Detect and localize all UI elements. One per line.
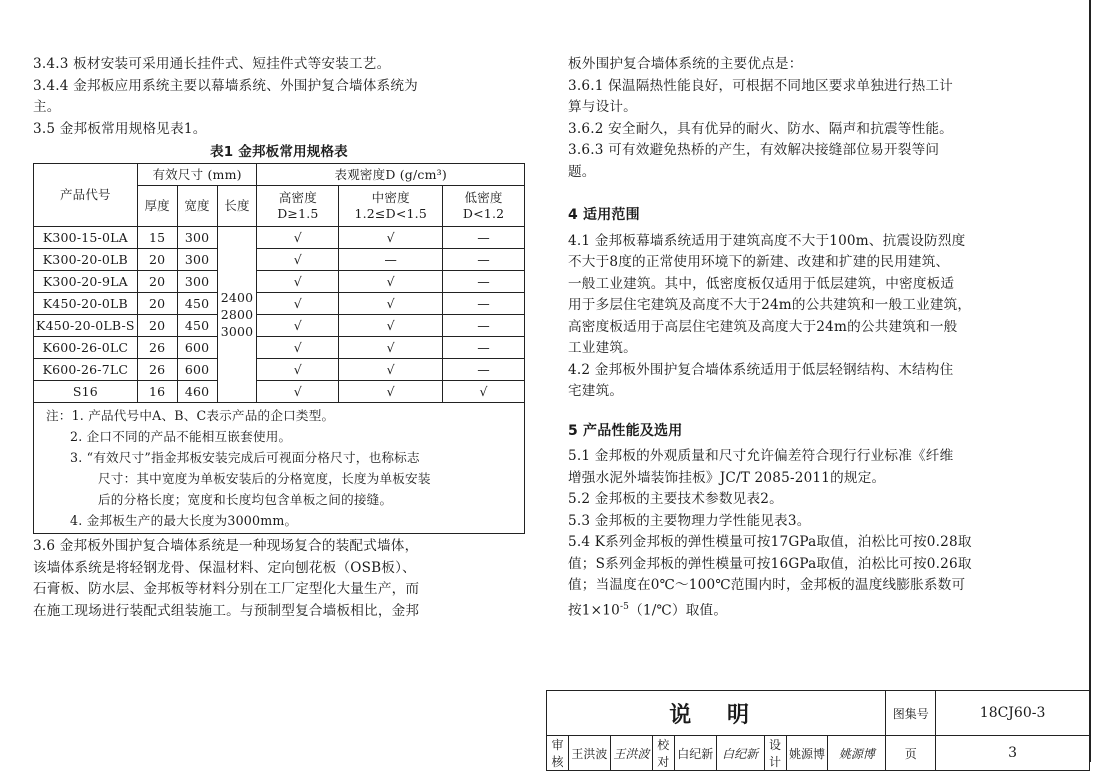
paragraph-5-4-last-line bbox=[568, 597, 1068, 622]
cell-width: 300 bbox=[177, 271, 217, 293]
cell-mid: √ bbox=[339, 359, 443, 381]
cell-high: √ bbox=[257, 271, 339, 293]
cell-width: 450 bbox=[177, 293, 217, 315]
title-block-table bbox=[546, 690, 1090, 771]
table-row bbox=[34, 293, 525, 315]
paragraph-3-4-3: 3.4.3 板材安装可采用通长挂件式、短挂件式等安装工艺。 bbox=[33, 56, 391, 72]
header-mid-density: 中密度 1.2≤D<1.5 bbox=[339, 186, 443, 227]
table-row bbox=[34, 227, 525, 249]
paragraph-3-6-1: 3.6.1 保温隔热性能良好，可根据不同地区要求单独进行热工计 算与设计。 bbox=[568, 77, 953, 115]
cell-mid: √ bbox=[339, 271, 443, 293]
atlas-number: 18CJ60-3 bbox=[936, 691, 1090, 736]
cell-low: √ bbox=[443, 381, 525, 403]
table-caption: 表1 金邦板常用规格表 bbox=[210, 144, 348, 160]
title-block bbox=[546, 690, 1090, 769]
cell-low: — bbox=[443, 315, 525, 337]
table-row bbox=[34, 249, 525, 271]
note-3-line-2: 尺寸：其中宽度为单板安装后的分格宽度，长度为单板安装 bbox=[98, 471, 431, 486]
paragraph-3-6-continued: 板外围护复合墙体系统的主要优点是： bbox=[568, 56, 803, 72]
cell-low: — bbox=[443, 227, 525, 249]
formula-base: 按1×10 bbox=[568, 602, 620, 619]
cell-code: K600-26-0LC bbox=[34, 337, 138, 359]
review-label: 审核 bbox=[547, 736, 569, 771]
drawing-title: 说 明 bbox=[547, 691, 886, 736]
header-length: 长度 bbox=[217, 186, 257, 227]
checker-signature: 白纪新 bbox=[716, 736, 764, 771]
paragraph-3-6: 3.6 金邦板外围护复合墙体系统是一种现场复合的装配式墙体， 该墙体系统是将轻钢龙骨、保温材料、定向刨花板（OSB板）、 石膏板、防水层、金邦板等材料分别在工厂定型化大量生产，而 在施工现场进行装配式组装施工。与预制型复合墙板相比，金邦 bbox=[33, 538, 420, 619]
paragraph-5-4: 5.4 K系列金邦板的弹性模量可按17GPa取值，泊松比可按0.28取 值；S系列金邦板的弹性模量可按16GPa取值，泊松比可按0.26取 值；当温度在0℃～100℃范围内时，金邦板的温度线膨胀系数可 bbox=[568, 534, 972, 593]
table-row bbox=[34, 359, 525, 381]
cell-width: 600 bbox=[177, 337, 217, 359]
cell-width: 300 bbox=[177, 227, 217, 249]
formula-rest: （1/℃）取值。 bbox=[629, 602, 728, 619]
note-3-line-1: 3. “有效尺寸”指金邦板安装完成后可视面分格尺寸，也称标志 bbox=[70, 450, 420, 465]
table-row bbox=[34, 381, 525, 403]
table-row bbox=[34, 271, 525, 293]
atlas-number-label: 图集号 bbox=[886, 691, 936, 736]
cell-thickness: 20 bbox=[137, 315, 177, 337]
header-effective-size: 有效尺寸 (mm) bbox=[137, 164, 257, 186]
cell-length-merged: 2400 2800 3000 bbox=[217, 227, 257, 403]
cell-code: K600-26-7LC bbox=[34, 359, 138, 381]
cell-high: √ bbox=[257, 249, 339, 271]
cell-code: K300-20-9LA bbox=[34, 271, 138, 293]
header-width: 宽度 bbox=[177, 186, 217, 227]
design-label: 设计 bbox=[764, 736, 786, 771]
cell-code: K300-20-0LB bbox=[34, 249, 138, 271]
section-4-heading: 4 适用范围 bbox=[568, 207, 640, 223]
page-number: 3 bbox=[936, 736, 1090, 771]
cell-high: √ bbox=[257, 359, 339, 381]
cell-high: √ bbox=[257, 337, 339, 359]
note-3 bbox=[34, 447, 524, 510]
cell-high: √ bbox=[257, 293, 339, 315]
header-product-code: 产品代号 bbox=[34, 164, 138, 227]
reviewer-name: 王洪波 bbox=[568, 736, 610, 771]
cell-mid: — bbox=[339, 249, 443, 271]
cell-thickness: 16 bbox=[137, 381, 177, 403]
table-row bbox=[34, 337, 525, 359]
header-low-density: 低密度 D<1.2 bbox=[443, 186, 525, 227]
cell-thickness: 26 bbox=[137, 337, 177, 359]
note-3-line-3: 后的分格长度；宽度和长度均包含单板之间的接缝。 bbox=[98, 492, 393, 507]
header-high-density: 高密度 D≥1.5 bbox=[257, 186, 339, 227]
header-density: 表观密度D (g/cm³) bbox=[257, 164, 525, 186]
designer-signature: 姚源博 bbox=[828, 736, 886, 771]
table-row bbox=[34, 315, 525, 337]
cell-code: S16 bbox=[34, 381, 138, 403]
formula-exponent: -5 bbox=[619, 601, 630, 612]
cell-high: √ bbox=[257, 381, 339, 403]
cell-low: — bbox=[443, 271, 525, 293]
cell-mid: √ bbox=[339, 227, 443, 249]
cell-high: √ bbox=[257, 315, 339, 337]
cell-thickness: 20 bbox=[137, 271, 177, 293]
cell-thickness: 26 bbox=[137, 359, 177, 381]
cell-thickness: 20 bbox=[137, 293, 177, 315]
cell-low: — bbox=[443, 249, 525, 271]
cell-code: K450-20-0LB bbox=[34, 293, 138, 315]
paragraph-5-3: 5.3 金邦板的主要物理力学性能见表3。 bbox=[568, 512, 811, 529]
paragraph-4-2: 4.2 金邦板外围护复合墙体系统适用于低层轻钢结构、木结构住 宅建筑。 bbox=[568, 361, 954, 399]
page-label: 页 bbox=[886, 736, 936, 771]
note-1: 注：1. 产品代号中A、B、C表示产品的企口类型。 bbox=[46, 408, 335, 423]
cell-width: 450 bbox=[177, 315, 217, 337]
table-notes bbox=[33, 403, 525, 534]
check-label: 校对 bbox=[652, 736, 674, 771]
cell-width: 460 bbox=[177, 381, 217, 403]
paragraph-5-1: 5.1 金邦板的外观质量和尺寸允许偏差符合现行行业标准《纤维 增强水泥外墙装饰挂板》JC/T 2085-2011的规定。 bbox=[568, 448, 954, 486]
paragraph-3-5: 3.5 金邦板常用规格见表1。 bbox=[33, 120, 207, 137]
cell-mid: √ bbox=[339, 381, 443, 403]
section-5-heading: 5 产品性能及选用 bbox=[568, 422, 683, 439]
cell-width: 300 bbox=[177, 249, 217, 271]
note-2: 2. 企口不同的产品不能相互嵌套使用。 bbox=[70, 429, 292, 444]
checker-name: 白纪新 bbox=[674, 736, 716, 771]
cell-low: — bbox=[443, 359, 525, 381]
spec-table bbox=[33, 163, 525, 403]
cell-mid: √ bbox=[339, 293, 443, 315]
header-thickness: 厚度 bbox=[137, 186, 177, 227]
cell-thickness: 15 bbox=[137, 227, 177, 249]
cell-width: 600 bbox=[177, 359, 217, 381]
page-frame-right-border bbox=[1089, 0, 1091, 762]
paragraph-3-6-3: 3.6.3 可有效避免热桥的产生，有效解决接缝部位易开裂等问 题。 bbox=[568, 142, 940, 180]
note-4: 4. 金邦板生产的最大长度为3000mm。 bbox=[70, 513, 298, 528]
right-column bbox=[568, 54, 1068, 622]
cell-mid: √ bbox=[339, 315, 443, 337]
cell-low: — bbox=[443, 337, 525, 359]
cell-code: K300-15-0LA bbox=[34, 227, 138, 249]
left-column bbox=[33, 54, 525, 622]
cell-mid: √ bbox=[339, 337, 443, 359]
cell-low: — bbox=[443, 293, 525, 315]
paragraph-3-6-2: 3.6.2 安全耐久，具有优异的耐火、防水、隔声和抗震等性能。 bbox=[568, 120, 953, 137]
cell-code: K450-20-0LB-S bbox=[34, 315, 138, 337]
designer-name: 姚源博 bbox=[786, 736, 828, 771]
cell-high: √ bbox=[257, 227, 339, 249]
cell-thickness: 20 bbox=[137, 249, 177, 271]
paragraph-5-2: 5.2 金邦板的主要技术参数见表2。 bbox=[568, 491, 783, 507]
paragraph-4-1: 4.1 金邦板幕墙系统适用于建筑高度不大于100m、抗震设防烈度 不大于8度的正常使用环境下的新建、改建和扩建的民用建筑、 一般工业建筑。其中，低密度板仅适用于低层建筑，中密度板适 用于多层住宅建筑及高度不大于24m的公共建筑和一般工业建筑， 高密度板适用于高层住宅建筑及高度大于24m的公共建筑和一般 工业建筑。 bbox=[568, 232, 972, 356]
paragraph-3-4-4: 3.4.4 金邦板应用系统主要以幕墙系统、外围护复合墙体系统为 主。 bbox=[33, 77, 418, 115]
reviewer-signature: 王洪波 bbox=[610, 736, 652, 771]
